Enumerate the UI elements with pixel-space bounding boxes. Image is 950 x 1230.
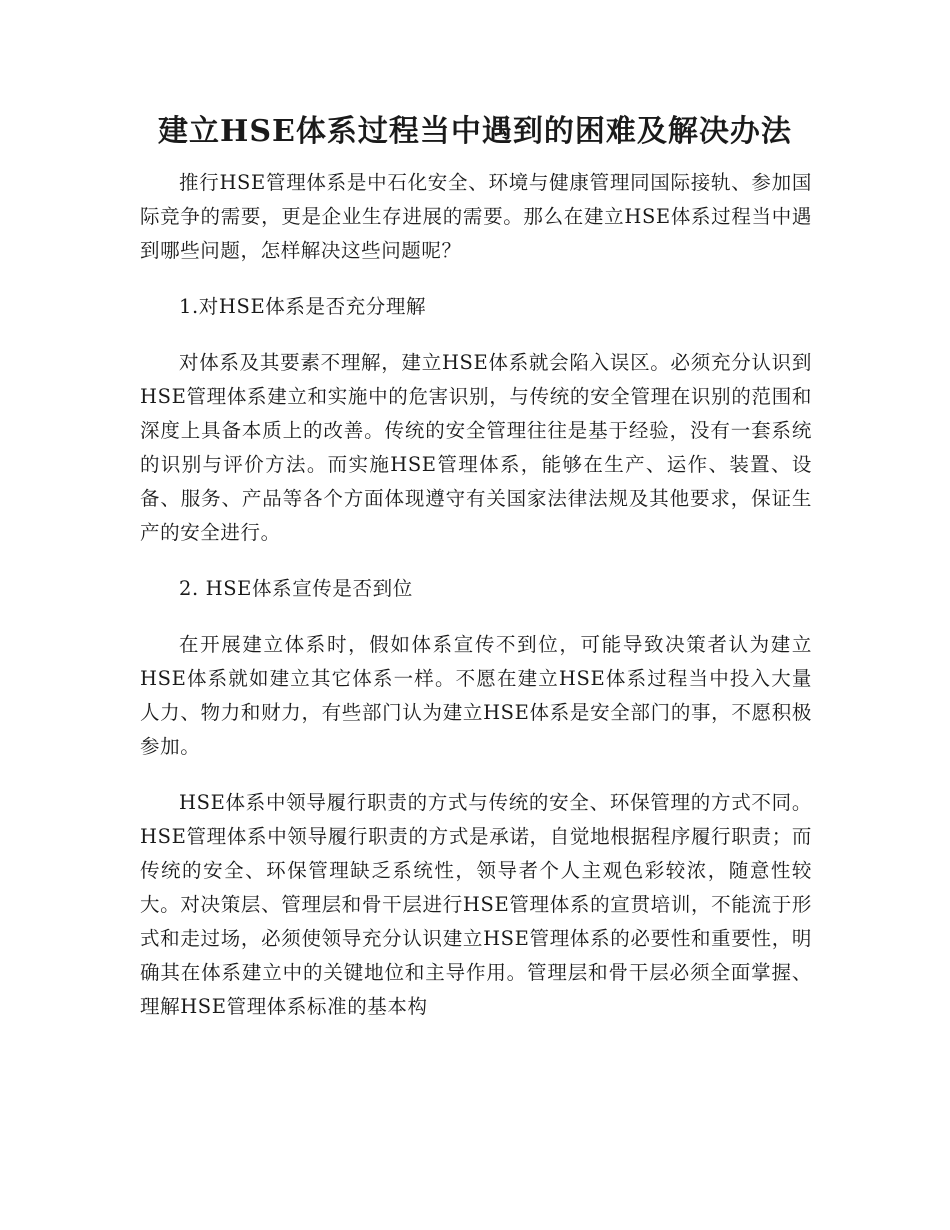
spacer: [140, 268, 812, 290]
section-2-heading: 2. HSE体系宣传是否到位: [179, 577, 413, 600]
document-body: [140, 166, 812, 1024]
spacer: [140, 324, 812, 346]
section-1-paragraph: 对体系及其要素不理解，建立HSE体系就会陷入误区。必须充分认识到HSE管理体系建立和实施中的危害识别，与传统的安全管理在识别的范围和深度上具备本质上的改善。传统的安全管理往往是基于经验，没有一套系统的识别与评价方法。而实施HSE管理体系，能够在生产、运作、装置、设备、服务、产品等各个方面体现遵守有关国家法律法规及其他要求，保证生产的安全进行。: [140, 351, 812, 544]
spacer: [140, 764, 812, 786]
document-title: 建立HSE体系过程当中遇到的困难及解决办法: [158, 114, 792, 149]
intro-paragraph: 推行HSE管理体系是中石化安全、环境与健康管理同国际接轨、参加国际竞争的需要，更是企业生存进展的需要。那么在建立HSE体系过程当中遇到哪些问题，怎样解决这些问题呢？: [140, 171, 812, 262]
spacer: [140, 550, 812, 572]
section-2-paragraph-1: 在开展建立体系时，假如体系宣传不到位，可能导致决策者认为建立HSE体系就如建立其它体系一样。不愿在建立HSE体系过程当中投入大量人力、物力和财力，有些部门认为建立HSE体系是安全部门的事，不愿积极参加。: [140, 633, 812, 758]
section-1-heading: 1.对HSE体系是否充分理解: [179, 295, 427, 318]
section-2-paragraph-2: HSE体系中领导履行职责的方式与传统的安全、环保管理的方式不同。HSE管理体系中领导履行职责的方式是承诺，自觉地根据程序履行职责；而传统的安全、环保管理缺乏系统性，领导者个人主观色彩较浓，随意性较大。对决策层、管理层和骨干层进行HSE管理体系的宣贯培训，不能流于形式和走过场，必须使领导充分认识建立HSE管理体系的必要性和重要性，明确其在体系建立中的关键地位和主导作用。管理层和骨干层必须全面掌握、理解HSE管理体系标准的基本构: [140, 791, 812, 1018]
spacer: [140, 606, 812, 628]
